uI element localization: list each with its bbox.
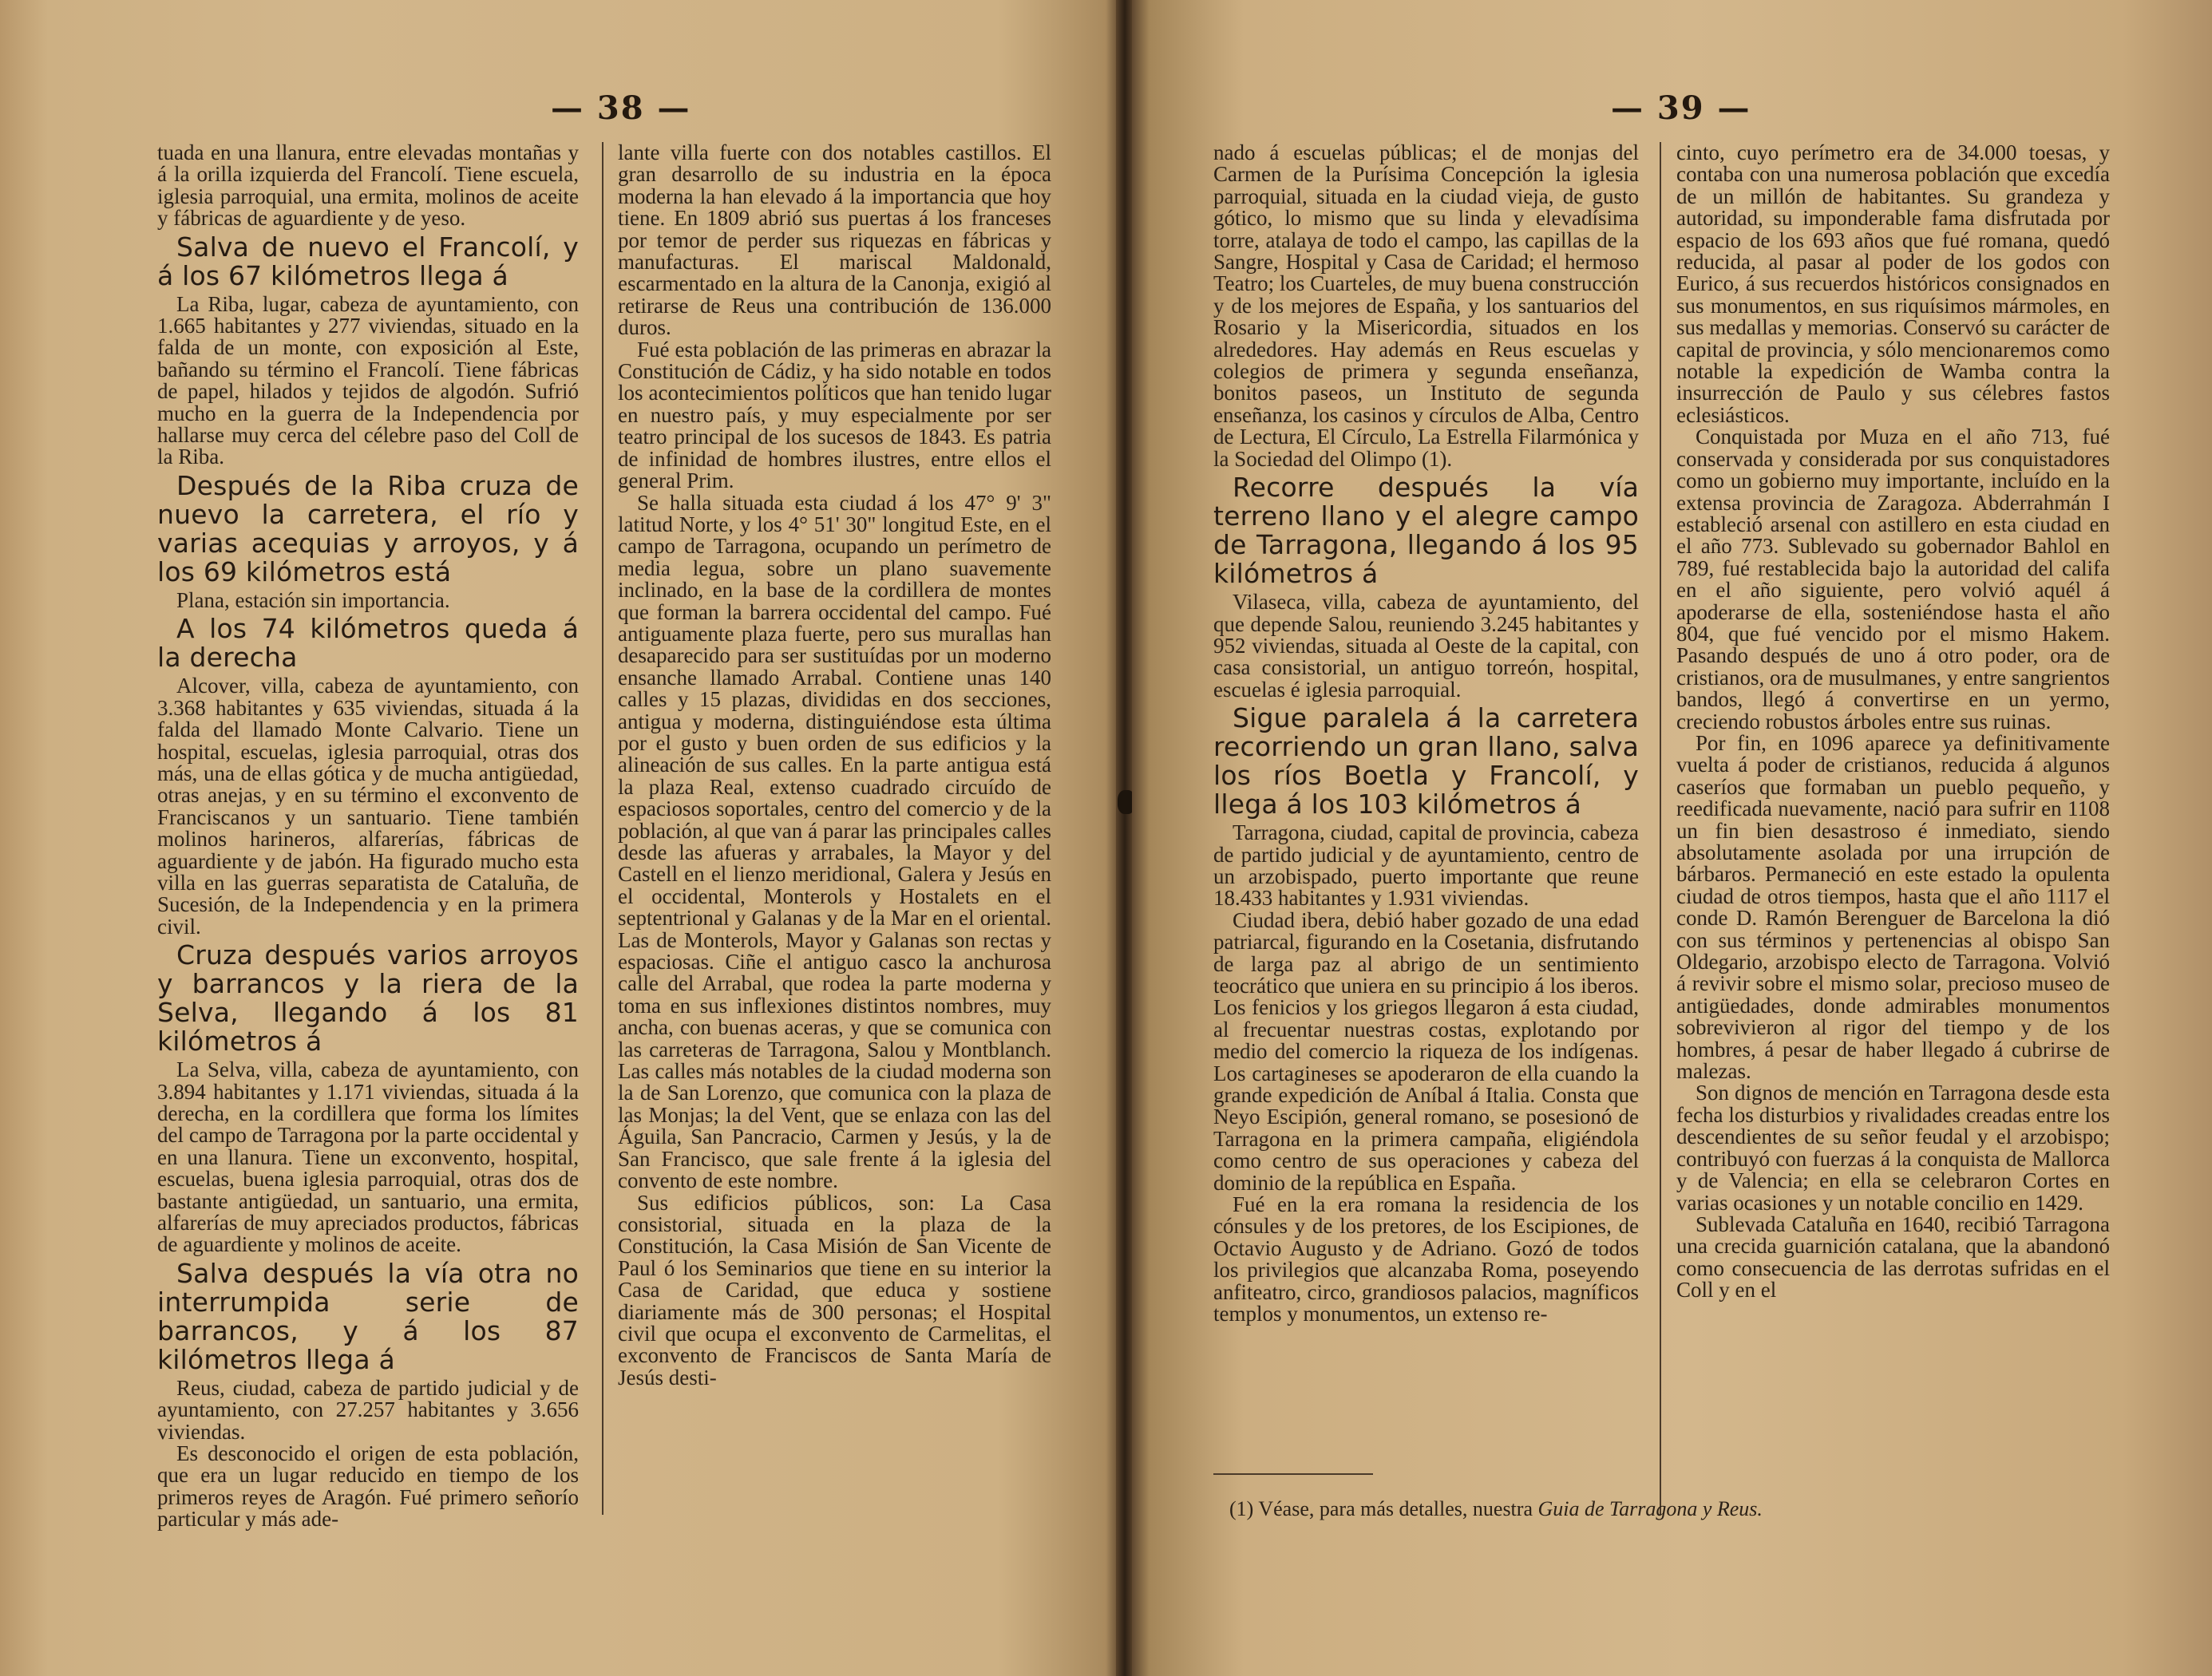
footnote-marker: (1) bbox=[1229, 1497, 1254, 1520]
section-heading: Salva de nuevo el Francolí, y á los 67 kilómetros llega á bbox=[157, 231, 579, 291]
footnote-text: Véase, para más detalles, nuestra bbox=[1258, 1497, 1533, 1520]
column-4 bbox=[1676, 142, 2110, 1302]
column-2 bbox=[618, 142, 1051, 1389]
paragraph: Conquistada por Muza en el año 713, fué conservada y considerada por sus conquistadores como un gobierno muy importante, incluído en la extensa provincia de Zaragoza. Abderrahmán I estableció arsenal con astillero en esta ciudad en el año 773. Sublevado su gobernador Bahlol en 789, fué restablecida bajo la autoridad del califa en el año siguiente, pero volvió aquél á apoderarse de ella, sosteniéndose hasta el año 804, que fué vencido por el mismo Hakem. Pasando después de uno á otro poder, ora de cristianos, ora de musulmanes, y entre sangrientos bandos, llegó á convertirse en un yermo, creciendo robustos árboles entre sus ruinas. bbox=[1676, 425, 2110, 733]
column-3 bbox=[1213, 142, 1639, 1325]
footnote-rule bbox=[1213, 1473, 1373, 1475]
paragraph: nado á escuelas públicas; el de monjas del Carmen de la Purísima Concepción la iglesia parroquial, situada en la ciudad vieja, de gusto gótico, lo mismo que su linda y elevadísima torre, atalaya de todo el campo, las capillas de la Sangre, Hospital y Casa de Caridad; el hermoso Teatro; los Cuarteles, de muy buena construcción y de los mejores de España, y los santuarios del Rosario y la Misericordia, situados en los alrededores. Hay además en Reus escuelas y colegios de primera y segunda enseñanza, bonitos paseos, un Instituto de segunda enseñanza, los casinos y círculos de Alba, Centro de Lectura, El Círculo, La Estrella Filarmónica y la Sociedad del Olimpo (1). bbox=[1213, 140, 1639, 471]
paragraph: Sus edificios públicos, son: La Casa consistorial, situada en la plaza de la Constitución, la Casa Misión de San Vicente de Paul ó los Seminarios que tiene en su interior la Casa de Caridad, que educa y sostiene diariamente más de 300 personas; el Hospital civil que ocupa el exconvento de Carmelitas, el exconvento de Franciscos de Santa María de Jesús desti- bbox=[618, 1190, 1051, 1389]
paragraph: tuada en una llanura, entre elevadas montañas y á la orilla izquierda del Francolí. Tiene escuela, iglesia parroquial, una ermita, molinos de aceite y fábricas de aguardiente y de yeso. bbox=[157, 140, 579, 231]
page-number-right: — 39 — bbox=[1611, 89, 1751, 127]
paragraph: Sublevada Cataluña en 1640, recibió Tarragona una crecida guarnición catalana, que la abandonó como consecuencia de las derrotas sufridas en el Coll y en el bbox=[1676, 1212, 2110, 1302]
paragraph: Reus, ciudad, cabeza de partido judicial y de ayuntamiento, con 27.257 habitantes y 3.656 viviendas. bbox=[157, 1375, 579, 1444]
paragraph: lante villa fuerte con dos notables castillos. El gran desarrollo de su industria en la época moderna la han elevado á la importancia que hoy tiene. En 1809 abrió sus puertas á los franceses por temor de perder sus riquezas en fábricas y manufacturas. El mariscal Maldonald, escarmentado en la altura de la Canonja, exigió al retirarse de Reus una contribución de 136.000 duros. bbox=[618, 140, 1051, 340]
paragraph: Plana, estación sin importancia. bbox=[176, 587, 450, 612]
paragraph: Por fin, en 1096 aparece ya definitivamente vuelta á poder de cristianos, reducida á algunos caseríos que formaban un pueblo pequeño, y reedificada nuevamente, nació para sufrir en 1108 un fin bien desastroso é inmediato, siendo absolutamente asolada por una irrupción de bárbaros. Permaneció en este estado la opulenta ciudad de otros tiempos, hasta que el año 1117 el conde D. Ramón Berenguer de Barcelona la dió con sus términos y pertenencias al obispo San Oldegario, arzobispo electo de Tarragona. Volvió á revivir sobre el mismo solar, precioso museo de antigüedades, donde admirables monumentos sobrevivieron al rigor del tiempo y de los hombres, á pesar de haber llegado á cubrirse de malezas. bbox=[1676, 730, 2110, 1084]
book-gutter bbox=[1116, 0, 1134, 1676]
section-heading: Salva después la vía otra no interrumpida serie de barrancos, y á los 87 kilómetros llega á bbox=[157, 1257, 579, 1375]
section-heading: Recorre después la vía terreno llano y el alegre campo de Tarragona, llegando á los 95 kilómetros á bbox=[1213, 472, 1639, 590]
section-heading: Cruza después varios arroyos y barrancos y la riera de la Selva, llegando á los 81 kilómetros á bbox=[157, 939, 579, 1057]
paragraph: Alcover, villa, cabeza de ayuntamiento, con 3.368 habitantes y 635 viviendas, situada á la falda del llamado Monte Calvario. Tiene un hospital, escuelas, iglesia parroquial, otras dos más, una de ellas gótica y de mucha antigüedad, otras anejas, y en su término el exconvento de Franciscanos y un santuario. Tiene también molinos harineros, alfarerías, fábricas de aguardiente y de jabón. Ha figurado mucho esta villa en las guerras separatista de Cataluña, de Sucesión, de la Independencia y en la primera civil. bbox=[157, 674, 579, 939]
section-heading: Sigue paralela á la carretera recorriendo un gran llano, salva los ríos Boetla y Francolí, y llega á los 103 kilómetros á bbox=[1213, 702, 1639, 820]
paragraph: La Riba, lugar, cabeza de ayuntamiento, con 1.665 habitantes y 277 viviendas, situado en la falda de un monte, con exposición al Este, bañando su término el Francolí. Tiene fábricas de papel, hilados y tejidos de algodón. Sufrió mucho en la guerra de la Independencia por hallarse muy cerca del célebre paso del Coll de la Riba. bbox=[157, 291, 579, 469]
column-divider-right bbox=[1660, 142, 1661, 1515]
paragraph: cinto, cuyo perímetro era de 34.000 toesas, y contaba con una numerosa población que excedía de un millón de habitantes. Su grandeza y autoridad, su imponderable fama disfrutada por espacio de los 693 años que fué romana, quedó reducida, al pasar al poder de los godos con Eurico, á sus recuerdos históricos consignados en sus monumentos, en sus riquísimos mármoles, en sus medallas y memorias. Conservó su carácter de capital de provincia, y sólo mencionaremos como notable la expedición de Wamba contra la insurrección de Paulo y sus célebres fastos eclesiásticos. bbox=[1676, 140, 2110, 427]
column-1 bbox=[157, 142, 579, 1531]
footnote-title: Guia de Tarragona y Reus. bbox=[1537, 1497, 1763, 1520]
paragraph: La Selva, villa, cabeza de ayuntamiento, con 3.894 habitantes y 1.171 viviendas, situada á la derecha, en la cordillera que forma los límites del campo de Tarragona por la parte occidental y en una llanura. Tiene un exconvento, hospital, escuelas, buena iglesia parroquial, otras dos de bastante antigüedad, un santuario, una ermita, alfarerías de muy apreciados productos, fábricas de aguardiente y molinos de aceite. bbox=[157, 1057, 579, 1257]
paragraph: Es desconocido el origen de esta población, que era un lugar reducido en tiempo de los primeros reyes de Aragón. Fué primero señorío particular y más ade- bbox=[157, 1441, 579, 1532]
paragraph: Ciudad ibera, debió haber gozado de una edad patriarcal, figurando en la Cosetania, disfrutando de larga paz al abrigo de un sentimiento teocrático que uniera en su principio á los iberos. Los fenicios y los griegos llegaron á esta ciudad, al frecuentar nuestras costas, explotando por medio del comercio la riqueza de los indígenas. Los cartagineses se apoderaron de ella cuando la grande expedición de Aníbal á Italia. Consta que Neyo Escipión, general romano, se posesionó de Tarragona en la primera campaña, eligiéndola como centro de sus operaciones y cabeza del dominio de la república en España. bbox=[1213, 907, 1639, 1195]
paragraph: Fué esta población de las primeras en abrazar la Constitución de Cádiz, y ha sido notable en todos los acontecimientos políticos que han tenido lugar en nuestro país, y muy especialmente por ser teatro principal de los sucesos de 1843. Es patria de infinidad de hombres ilustres, entre ellos el general Prim. bbox=[618, 337, 1051, 493]
footnote bbox=[1229, 1497, 1763, 1521]
paragraph: Tarragona, ciudad, capital de provincia, cabeza de partido judicial y de ayuntamiento, centro de un arzobispado, puerto importante que reune 18.433 habitantes y 1.931 viviendas. bbox=[1213, 820, 1639, 911]
paragraph: Son dignos de mención en Tarragona desde esta fecha los disturbios y rivalidades creadas entre los descendientes de su señor feudal y el arzobispo; contribuyó con fuerzas á la conquista de Mallorca y de Valencia; en ella se celebraron Cortes en varias ocasiones y un notable concilio en 1429. bbox=[1676, 1081, 2110, 1215]
section-heading: A los 74 kilómetros queda á la derecha bbox=[157, 613, 579, 674]
paragraph: Vilaseca, villa, cabeza de ayuntamiento, del que depende Salou, reuniendo 3.245 habitantes y 952 viviendas, situada al Oeste de la capital, con casa consistorial, un antiguo torreón, hospital, escuelas é iglesia parroquial. bbox=[1213, 590, 1639, 702]
column-divider-left bbox=[602, 142, 603, 1515]
page-number-left: — 38 — bbox=[551, 89, 691, 127]
page-right bbox=[1132, 0, 2212, 1676]
paragraph: Se halla situada esta ciudad á los 47° 9' 3" latitud Norte, y los 4° 51' 30" longitud Este, en el campo de Tarragona, ocupando un perímetro de media legua, sobre un plano suavemente inclinado, en la base de la cordillera de montes que forman la barrera occidental del campo. Fué antiguamente plaza fuerte, pero sus murallas han desaparecido para ser sustituídas por un moderno ensanche llamado Arrabal. Contiene unas 140 calles y 15 plazas, divididas en dos secciones, antigua y moderna, distinguiéndose esta última por el gusto y buen orden de sus edificios y la alineación de sus calles. En la parte antigua está la plaza Real, extenso cuadrado circuído de espaciosos soportales, centro del comercio y de la población, al que van á parar las principales calles desde las afueras y arrabales, la Mayor y del Castell en el lienzo meridional, Galera y Jesús en el occidental, Monterols y Hostalets en el septentrional y Galanas y de la Mar en el oriental. Las de Monterols, Mayor y Galanas son rectas y espaciosas. Ciñe el antiguo casco la anchurosa calle del Arrabal, que rodea la parte moderna y toma en sus inflexiones distintos nombres, muy ancha, con buenas aceras, y que se comunica con las carreteras de Tarragona, Salou y Montblanch. Las calles más notables de la ciudad moderna son la de San Lorenzo, que comunica con la plaza de las Monjas; la del Vent, que se enlaza con las del Águila, San Pancracio, Carmen y Jesús, y la de San Francisco, que sale frente á la iglesia del convento de este nombre. bbox=[618, 490, 1051, 1193]
section-heading: Después de la Riba cruza de nuevo la carretera, el río y varias acequias y arroyos, y á los 69 kilómetros está bbox=[157, 469, 579, 587]
paragraph: Fué en la era romana la residencia de los cónsules y de los pretores, de los Escipiones, de Octavio Augusto y de Adriano. Gozó de todos los privilegios que alcanzaba Roma, poseyendo anfiteatro, circo, grandiosos palacios, magníficos templos y monumentos, un extenso re- bbox=[1213, 1192, 1639, 1326]
